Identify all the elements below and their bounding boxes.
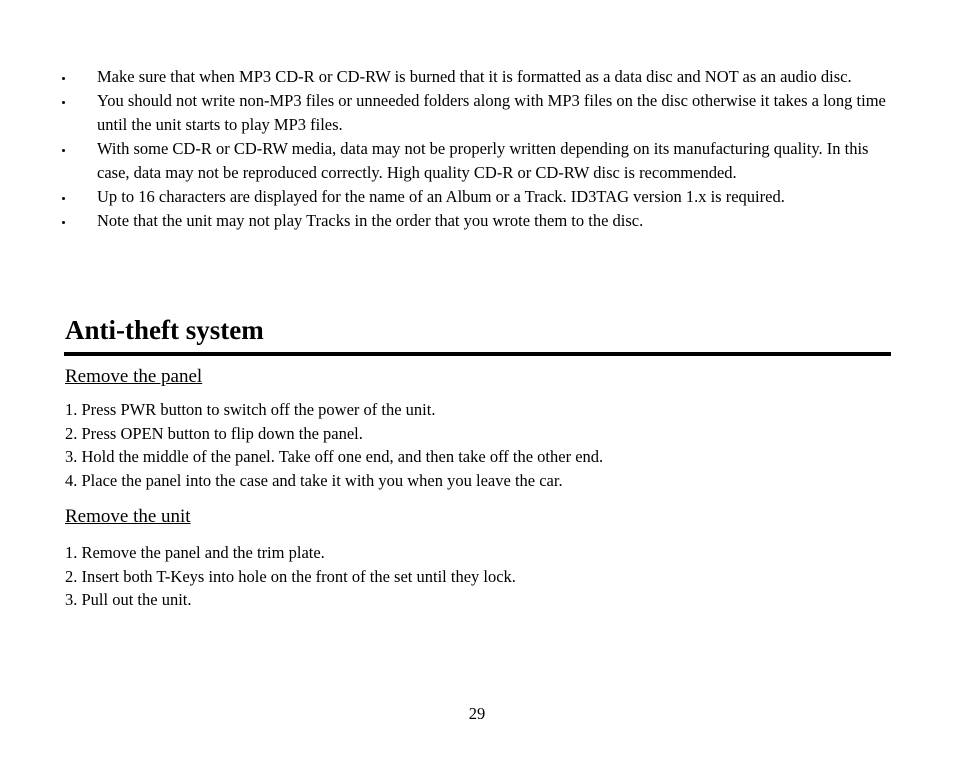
step-item: 1. Press PWR button to switch off the power of the unit. xyxy=(65,400,436,419)
note-item xyxy=(62,185,892,209)
section-divider xyxy=(64,352,891,356)
note-item xyxy=(62,137,892,185)
note-text: Make sure that when MP3 CD-R or CD-RW is burned that it is formatted as a data disc and NOT as an audio disc. xyxy=(97,67,852,86)
bullet-icon xyxy=(62,77,65,80)
note-text: Note that the unit may not play Tracks in the order that you wrote them to the disc. xyxy=(97,211,644,230)
note-item xyxy=(62,65,892,89)
remove-unit-steps xyxy=(65,541,516,612)
step-item: 2. Insert both T-Keys into hole on the front of the set until they lock. xyxy=(65,566,516,586)
step-item: 3. Hold the middle of the panel. Take off one end, and then take off the other end. xyxy=(65,447,604,467)
note-text: Up to 16 characters are displayed for the name of an Album or a Track. ID3TAG version 1.x is required. xyxy=(97,187,785,206)
remove-panel-steps xyxy=(65,398,603,492)
remove-panel-heading: Remove the panel xyxy=(65,366,203,387)
step-item: 1. Remove the panel and the trim plate. xyxy=(65,543,325,562)
note-text: With some CD-R or CD-RW media, data may not be properly written depending on its manufacturing quality. In this case, data may not be reproduced correctly. High quality CD-R or CD-RW disc is recommended. xyxy=(97,139,869,182)
section-title: Anti-theft system xyxy=(65,315,264,345)
note-text: You should not write non-MP3 files or unneeded folders along with MP3 files on the disc otherwise it takes a long time until the unit starts to play MP3 files. xyxy=(97,91,886,134)
bullet-icon xyxy=(62,197,65,200)
remove-unit-heading: Remove the unit xyxy=(65,506,191,527)
step-item: 3. Pull out the unit. xyxy=(65,590,192,610)
bullet-icon xyxy=(62,101,65,104)
bullet-icon xyxy=(62,221,65,224)
step-item: 4. Place the panel into the case and take it with you when you leave the car. xyxy=(65,470,563,490)
note-item xyxy=(62,209,892,233)
note-item xyxy=(62,89,892,137)
notes-list xyxy=(62,65,892,233)
bullet-icon xyxy=(62,149,65,152)
page-number: 29 xyxy=(468,704,486,723)
step-item: 2. Press OPEN button to flip down the panel. xyxy=(65,423,363,443)
